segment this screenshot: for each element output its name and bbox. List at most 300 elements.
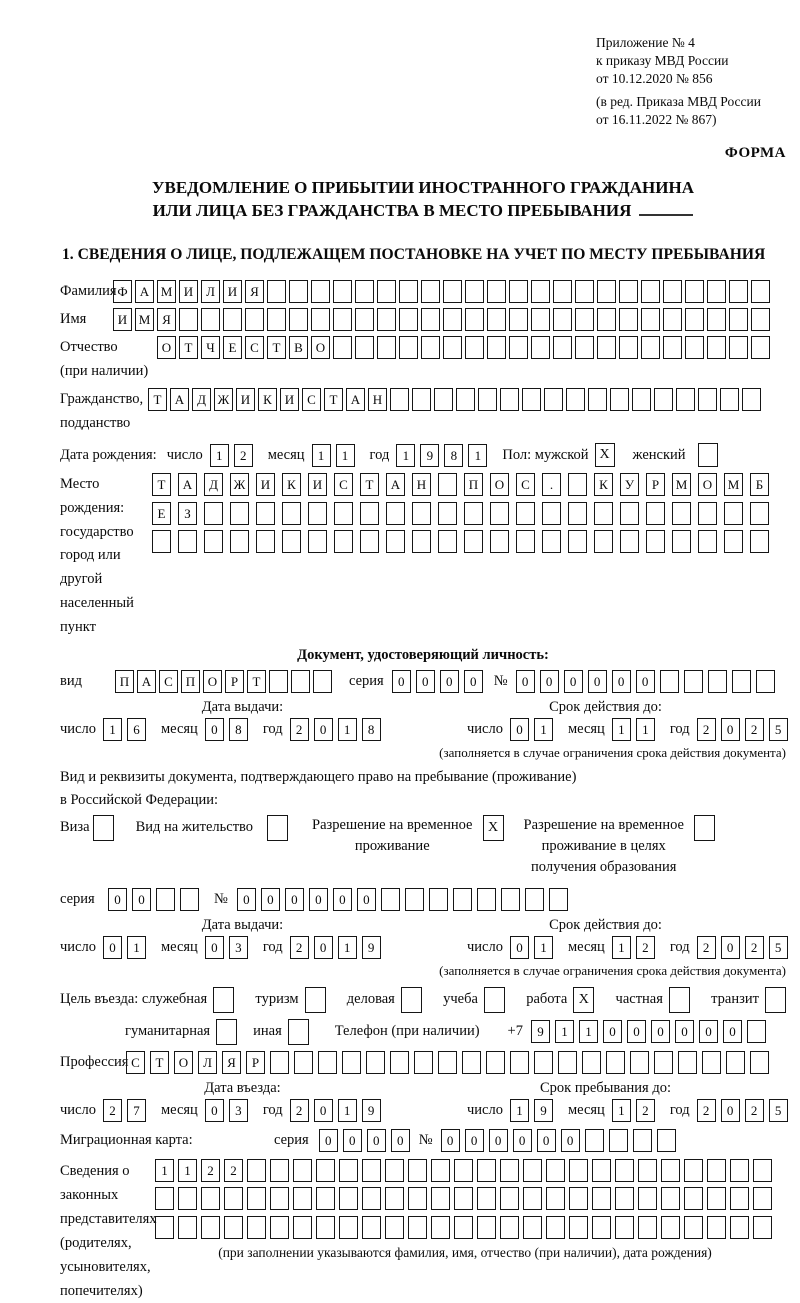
char-box[interactable] xyxy=(747,1020,766,1043)
char-box[interactable]: 1 xyxy=(338,1099,357,1122)
char-box[interactable]: 0 xyxy=(721,1099,740,1122)
char-box[interactable]: 2 xyxy=(745,718,764,741)
char-box[interactable] xyxy=(729,308,748,331)
char-box[interactable] xyxy=(638,1187,657,1210)
char-box[interactable]: Т xyxy=(324,388,343,411)
char-box[interactable] xyxy=(477,1187,496,1210)
char-box[interactable]: 5 xyxy=(769,936,788,959)
char-box[interactable]: 1 xyxy=(210,444,229,467)
char-box[interactable] xyxy=(421,308,440,331)
char-box[interactable] xyxy=(487,280,506,303)
char-box[interactable] xyxy=(641,336,660,359)
char-box[interactable]: 0 xyxy=(540,670,559,693)
char-box[interactable]: 1 xyxy=(312,444,331,467)
char-box[interactable] xyxy=(707,1159,726,1182)
char-box[interactable] xyxy=(223,308,242,331)
sex-male-checkbox[interactable]: X xyxy=(595,443,615,467)
char-box[interactable]: 0 xyxy=(699,1020,718,1043)
char-box[interactable]: Р xyxy=(225,670,244,693)
char-box[interactable] xyxy=(267,280,286,303)
char-box[interactable]: О xyxy=(203,670,222,693)
char-box[interactable] xyxy=(516,502,535,525)
char-box[interactable] xyxy=(421,280,440,303)
char-box[interactable]: 2 xyxy=(290,1099,309,1122)
char-box[interactable] xyxy=(308,530,327,553)
purpose-other-checkbox[interactable] xyxy=(288,1019,309,1045)
char-box[interactable] xyxy=(569,1216,588,1239)
char-box[interactable]: 2 xyxy=(290,718,309,741)
char-box[interactable] xyxy=(663,280,682,303)
title-blank-line[interactable] xyxy=(639,200,693,216)
char-box[interactable]: Е xyxy=(152,502,171,525)
char-box[interactable] xyxy=(633,1129,652,1152)
char-box[interactable] xyxy=(742,388,761,411)
char-box[interactable] xyxy=(588,388,607,411)
char-box[interactable] xyxy=(179,308,198,331)
char-box[interactable]: 0 xyxy=(588,670,607,693)
char-box[interactable]: 0 xyxy=(721,936,740,959)
char-box[interactable]: 0 xyxy=(392,670,411,693)
char-box[interactable] xyxy=(750,1051,769,1074)
char-box[interactable] xyxy=(308,502,327,525)
char-box[interactable]: 2 xyxy=(290,936,309,959)
char-box[interactable]: С xyxy=(334,473,353,496)
char-box[interactable] xyxy=(247,1187,266,1210)
char-box[interactable]: 1 xyxy=(534,718,553,741)
char-box[interactable]: С xyxy=(516,473,535,496)
purpose-tourism-checkbox[interactable] xyxy=(305,987,326,1013)
char-box[interactable]: 0 xyxy=(367,1129,386,1152)
char-box[interactable] xyxy=(201,1216,220,1239)
char-box[interactable] xyxy=(569,1159,588,1182)
char-box[interactable] xyxy=(487,336,506,359)
char-box[interactable] xyxy=(333,280,352,303)
char-box[interactable] xyxy=(412,502,431,525)
char-box[interactable]: 0 xyxy=(132,888,151,911)
char-box[interactable] xyxy=(544,388,563,411)
char-box[interactable] xyxy=(684,1159,703,1182)
char-box[interactable] xyxy=(558,1051,577,1074)
char-box[interactable] xyxy=(390,388,409,411)
char-box[interactable] xyxy=(377,336,396,359)
char-box[interactable] xyxy=(390,1051,409,1074)
char-box[interactable] xyxy=(333,308,352,331)
char-box[interactable]: 9 xyxy=(420,444,439,467)
char-box[interactable] xyxy=(724,502,743,525)
char-box[interactable] xyxy=(224,1187,243,1210)
char-box[interactable] xyxy=(362,1187,381,1210)
residence-permit-checkbox[interactable] xyxy=(267,815,288,841)
purpose-transit-checkbox[interactable] xyxy=(765,987,786,1013)
char-box[interactable] xyxy=(204,530,223,553)
char-box[interactable] xyxy=(224,1216,243,1239)
char-box[interactable]: О xyxy=(311,336,330,359)
char-box[interactable] xyxy=(501,888,520,911)
char-box[interactable] xyxy=(568,473,587,496)
char-box[interactable] xyxy=(753,1216,772,1239)
char-box[interactable] xyxy=(575,280,594,303)
char-box[interactable] xyxy=(553,308,572,331)
char-box[interactable] xyxy=(339,1187,358,1210)
char-box[interactable] xyxy=(385,1159,404,1182)
char-box[interactable]: М xyxy=(135,308,154,331)
char-box[interactable]: Т xyxy=(267,336,286,359)
char-box[interactable] xyxy=(443,280,462,303)
char-box[interactable] xyxy=(487,308,506,331)
char-box[interactable]: И xyxy=(256,473,275,496)
char-box[interactable] xyxy=(698,388,717,411)
char-box[interactable] xyxy=(553,280,572,303)
char-box[interactable] xyxy=(707,1216,726,1239)
char-box[interactable] xyxy=(366,1051,385,1074)
char-box[interactable] xyxy=(549,888,568,911)
char-box[interactable] xyxy=(661,1187,680,1210)
purpose-business-checkbox[interactable] xyxy=(401,987,422,1013)
char-box[interactable]: 9 xyxy=(362,1099,381,1122)
char-box[interactable]: 0 xyxy=(513,1129,532,1152)
char-box[interactable] xyxy=(592,1216,611,1239)
char-box[interactable]: В xyxy=(289,336,308,359)
char-box[interactable]: 8 xyxy=(229,718,248,741)
char-box[interactable]: И xyxy=(179,280,198,303)
char-box[interactable]: 1 xyxy=(338,936,357,959)
char-box[interactable] xyxy=(377,308,396,331)
char-box[interactable] xyxy=(523,1159,542,1182)
char-box[interactable] xyxy=(156,888,175,911)
char-box[interactable]: 2 xyxy=(697,718,716,741)
char-box[interactable] xyxy=(339,1159,358,1182)
char-box[interactable]: П xyxy=(115,670,134,693)
char-box[interactable] xyxy=(678,1051,697,1074)
char-box[interactable] xyxy=(270,1051,289,1074)
char-box[interactable]: 0 xyxy=(440,670,459,693)
char-box[interactable] xyxy=(230,530,249,553)
char-box[interactable]: 9 xyxy=(531,1020,550,1043)
char-box[interactable] xyxy=(477,888,496,911)
char-box[interactable] xyxy=(523,1187,542,1210)
char-box[interactable] xyxy=(582,1051,601,1074)
char-box[interactable]: 1 xyxy=(336,444,355,467)
char-box[interactable] xyxy=(672,502,691,525)
char-box[interactable]: 0 xyxy=(489,1129,508,1152)
char-box[interactable]: Т xyxy=(148,388,167,411)
char-box[interactable]: А xyxy=(135,280,154,303)
char-box[interactable]: 0 xyxy=(285,888,304,911)
char-box[interactable] xyxy=(152,530,171,553)
char-box[interactable] xyxy=(477,1159,496,1182)
char-box[interactable] xyxy=(534,1051,553,1074)
char-box[interactable] xyxy=(566,388,585,411)
char-box[interactable] xyxy=(465,280,484,303)
char-box[interactable]: Т xyxy=(152,473,171,496)
char-box[interactable]: 0 xyxy=(103,936,122,959)
char-box[interactable] xyxy=(585,1129,604,1152)
char-box[interactable] xyxy=(707,280,726,303)
purpose-private-checkbox[interactable] xyxy=(669,987,690,1013)
char-box[interactable] xyxy=(316,1216,335,1239)
char-box[interactable] xyxy=(641,280,660,303)
char-box[interactable] xyxy=(684,1216,703,1239)
char-box[interactable]: . xyxy=(542,473,561,496)
char-box[interactable]: 0 xyxy=(561,1129,580,1152)
char-box[interactable]: 0 xyxy=(108,888,127,911)
char-box[interactable] xyxy=(685,308,704,331)
char-box[interactable] xyxy=(453,888,472,911)
char-box[interactable]: П xyxy=(464,473,483,496)
char-box[interactable] xyxy=(654,1051,673,1074)
char-box[interactable] xyxy=(201,308,220,331)
char-box[interactable] xyxy=(438,1051,457,1074)
char-box[interactable]: 3 xyxy=(229,1099,248,1122)
char-box[interactable] xyxy=(522,388,541,411)
char-box[interactable] xyxy=(381,888,400,911)
char-box[interactable]: 0 xyxy=(636,670,655,693)
char-box[interactable] xyxy=(672,530,691,553)
char-box[interactable]: О xyxy=(174,1051,193,1074)
char-box[interactable] xyxy=(568,530,587,553)
char-box[interactable] xyxy=(399,308,418,331)
char-box[interactable] xyxy=(360,530,379,553)
char-box[interactable] xyxy=(531,336,550,359)
char-box[interactable]: Н xyxy=(412,473,431,496)
char-box[interactable] xyxy=(698,502,717,525)
char-box[interactable] xyxy=(509,308,528,331)
char-box[interactable]: 2 xyxy=(636,1099,655,1122)
char-box[interactable]: К xyxy=(258,388,277,411)
char-box[interactable]: 0 xyxy=(237,888,256,911)
char-box[interactable]: 9 xyxy=(534,1099,553,1122)
char-box[interactable]: И xyxy=(236,388,255,411)
char-box[interactable] xyxy=(620,502,639,525)
char-box[interactable]: 8 xyxy=(444,444,463,467)
char-box[interactable] xyxy=(454,1187,473,1210)
char-box[interactable] xyxy=(702,1051,721,1074)
char-box[interactable]: О xyxy=(698,473,717,496)
char-box[interactable] xyxy=(750,530,769,553)
char-box[interactable]: 2 xyxy=(234,444,253,467)
char-box[interactable] xyxy=(462,1051,481,1074)
purpose-humanitarian-checkbox[interactable] xyxy=(216,1019,237,1045)
temp-permit-checkbox[interactable]: X xyxy=(483,815,504,841)
char-box[interactable] xyxy=(684,1187,703,1210)
char-box[interactable]: 0 xyxy=(651,1020,670,1043)
char-box[interactable]: 0 xyxy=(723,1020,742,1043)
char-box[interactable] xyxy=(685,336,704,359)
char-box[interactable] xyxy=(720,388,739,411)
char-box[interactable]: 2 xyxy=(636,936,655,959)
char-box[interactable] xyxy=(597,308,616,331)
char-box[interactable] xyxy=(339,1216,358,1239)
char-box[interactable] xyxy=(661,1216,680,1239)
char-box[interactable] xyxy=(289,280,308,303)
char-box[interactable]: О xyxy=(490,473,509,496)
char-box[interactable]: 1 xyxy=(636,718,655,741)
char-box[interactable] xyxy=(230,502,249,525)
char-box[interactable] xyxy=(684,670,703,693)
char-box[interactable]: 3 xyxy=(229,936,248,959)
char-box[interactable]: Я xyxy=(245,280,264,303)
char-box[interactable] xyxy=(654,388,673,411)
char-box[interactable]: 0 xyxy=(391,1129,410,1152)
char-box[interactable] xyxy=(334,502,353,525)
char-box[interactable]: 0 xyxy=(603,1020,622,1043)
char-box[interactable]: 6 xyxy=(127,718,146,741)
char-box[interactable]: М xyxy=(672,473,691,496)
char-box[interactable] xyxy=(751,336,770,359)
char-box[interactable] xyxy=(333,336,352,359)
char-box[interactable]: С xyxy=(159,670,178,693)
char-box[interactable] xyxy=(408,1216,427,1239)
char-box[interactable]: 2 xyxy=(697,1099,716,1122)
char-box[interactable] xyxy=(362,1159,381,1182)
visa-checkbox[interactable] xyxy=(93,815,114,841)
char-box[interactable] xyxy=(638,1159,657,1182)
char-box[interactable] xyxy=(568,502,587,525)
char-box[interactable]: Т xyxy=(179,336,198,359)
char-box[interactable]: 0 xyxy=(205,718,224,741)
char-box[interactable]: С xyxy=(126,1051,145,1074)
char-box[interactable]: И xyxy=(308,473,327,496)
char-box[interactable] xyxy=(708,670,727,693)
char-box[interactable] xyxy=(399,280,418,303)
char-box[interactable]: 2 xyxy=(201,1159,220,1182)
char-box[interactable]: 1 xyxy=(127,936,146,959)
char-box[interactable] xyxy=(405,888,424,911)
char-box[interactable] xyxy=(575,336,594,359)
char-box[interactable] xyxy=(753,1187,772,1210)
char-box[interactable] xyxy=(575,308,594,331)
char-box[interactable] xyxy=(641,308,660,331)
char-box[interactable] xyxy=(414,1051,433,1074)
char-box[interactable]: Ж xyxy=(214,388,233,411)
char-box[interactable] xyxy=(500,1187,519,1210)
purpose-official-checkbox[interactable] xyxy=(213,987,234,1013)
char-box[interactable]: К xyxy=(282,473,301,496)
char-box[interactable] xyxy=(464,502,483,525)
char-box[interactable] xyxy=(178,1187,197,1210)
char-box[interactable] xyxy=(443,308,462,331)
char-box[interactable]: 2 xyxy=(745,936,764,959)
char-box[interactable] xyxy=(542,530,561,553)
char-box[interactable] xyxy=(438,473,457,496)
char-box[interactable]: 0 xyxy=(261,888,280,911)
char-box[interactable]: 2 xyxy=(697,936,716,959)
char-box[interactable]: 0 xyxy=(516,670,535,693)
char-box[interactable] xyxy=(594,530,613,553)
char-box[interactable]: 2 xyxy=(103,1099,122,1122)
char-box[interactable] xyxy=(509,336,528,359)
char-box[interactable]: Е xyxy=(223,336,242,359)
char-box[interactable] xyxy=(311,308,330,331)
char-box[interactable] xyxy=(630,1051,649,1074)
char-box[interactable] xyxy=(465,336,484,359)
char-box[interactable] xyxy=(594,502,613,525)
char-box[interactable] xyxy=(632,388,651,411)
char-box[interactable] xyxy=(256,502,275,525)
char-box[interactable] xyxy=(619,308,638,331)
char-box[interactable]: 2 xyxy=(745,1099,764,1122)
char-box[interactable] xyxy=(597,336,616,359)
char-box[interactable] xyxy=(464,530,483,553)
char-box[interactable] xyxy=(316,1187,335,1210)
char-box[interactable] xyxy=(610,388,629,411)
char-box[interactable] xyxy=(293,1187,312,1210)
char-box[interactable] xyxy=(486,1051,505,1074)
char-box[interactable]: 0 xyxy=(510,936,529,959)
char-box[interactable] xyxy=(525,888,544,911)
char-box[interactable] xyxy=(592,1187,611,1210)
char-box[interactable] xyxy=(619,336,638,359)
char-box[interactable] xyxy=(546,1216,565,1239)
char-box[interactable]: 0 xyxy=(309,888,328,911)
char-box[interactable] xyxy=(531,308,550,331)
char-box[interactable] xyxy=(592,1159,611,1182)
char-box[interactable] xyxy=(730,1187,749,1210)
char-box[interactable]: А xyxy=(178,473,197,496)
char-box[interactable]: Ч xyxy=(201,336,220,359)
char-box[interactable] xyxy=(155,1216,174,1239)
char-box[interactable] xyxy=(247,1159,266,1182)
char-box[interactable] xyxy=(619,280,638,303)
char-box[interactable]: 1 xyxy=(155,1159,174,1182)
char-box[interactable]: 1 xyxy=(534,936,553,959)
char-box[interactable] xyxy=(385,1216,404,1239)
char-box[interactable] xyxy=(509,280,528,303)
char-box[interactable] xyxy=(342,1051,361,1074)
char-box[interactable] xyxy=(377,280,396,303)
char-box[interactable]: З xyxy=(178,502,197,525)
char-box[interactable]: Я xyxy=(222,1051,241,1074)
char-box[interactable] xyxy=(291,670,310,693)
char-box[interactable] xyxy=(399,336,418,359)
char-box[interactable] xyxy=(431,1216,450,1239)
char-box[interactable]: Я xyxy=(157,308,176,331)
char-box[interactable] xyxy=(661,1159,680,1182)
char-box[interactable] xyxy=(500,1216,519,1239)
char-box[interactable]: 0 xyxy=(205,1099,224,1122)
char-box[interactable] xyxy=(412,530,431,553)
char-box[interactable] xyxy=(724,530,743,553)
char-box[interactable] xyxy=(546,1159,565,1182)
char-box[interactable] xyxy=(660,670,679,693)
char-box[interactable] xyxy=(477,1216,496,1239)
char-box[interactable] xyxy=(510,1051,529,1074)
char-box[interactable] xyxy=(443,336,462,359)
sex-female-checkbox[interactable] xyxy=(698,443,718,467)
char-box[interactable]: Р xyxy=(646,473,665,496)
char-box[interactable] xyxy=(438,502,457,525)
char-box[interactable] xyxy=(638,1216,657,1239)
char-box[interactable] xyxy=(750,502,769,525)
char-box[interactable] xyxy=(729,336,748,359)
char-box[interactable] xyxy=(155,1187,174,1210)
char-box[interactable] xyxy=(478,388,497,411)
char-box[interactable]: 1 xyxy=(338,718,357,741)
char-box[interactable]: 1 xyxy=(579,1020,598,1043)
char-box[interactable] xyxy=(270,1216,289,1239)
char-box[interactable]: 0 xyxy=(612,670,631,693)
char-box[interactable] xyxy=(180,888,199,911)
char-box[interactable]: Л xyxy=(198,1051,217,1074)
char-box[interactable]: П xyxy=(181,670,200,693)
char-box[interactable]: 5 xyxy=(769,1099,788,1122)
char-box[interactable]: 0 xyxy=(314,1099,333,1122)
char-box[interactable]: 9 xyxy=(362,936,381,959)
char-box[interactable] xyxy=(385,1187,404,1210)
char-box[interactable] xyxy=(408,1187,427,1210)
purpose-study-checkbox[interactable] xyxy=(484,987,505,1013)
char-box[interactable] xyxy=(247,1216,266,1239)
